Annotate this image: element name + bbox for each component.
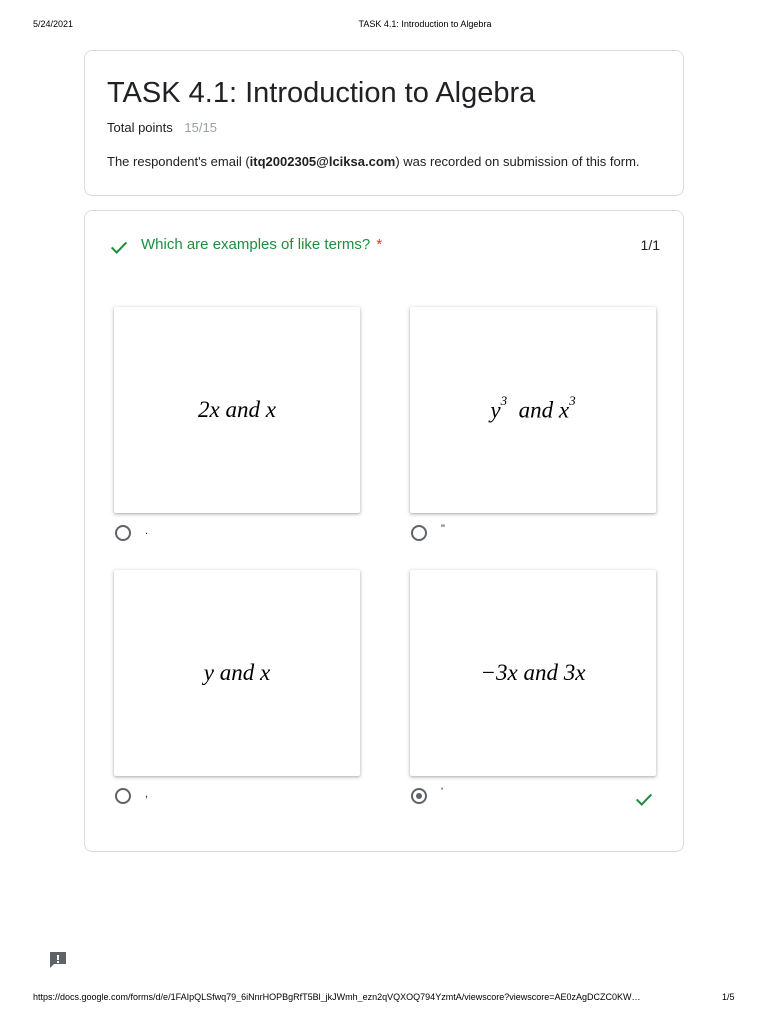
and-word: and: [518, 397, 554, 423]
email-notice: [107, 154, 640, 169]
total-points-row: [107, 120, 217, 135]
option-radio[interactable]: [411, 525, 427, 541]
option-label: .: [145, 525, 149, 537]
option-image: [410, 307, 656, 513]
respondent-email: itq2002305@lciksa.com: [249, 154, 396, 169]
option-expression: [198, 397, 276, 423]
check-icon: [633, 788, 655, 810]
option-expression: [481, 660, 586, 686]
option-label: ': [441, 786, 444, 798]
option-label: ": [441, 523, 445, 535]
question-text: Which are examples of like terms?: [141, 236, 371, 253]
option-radio[interactable]: [115, 788, 131, 804]
term-b: x: [265, 397, 276, 422]
feedback-icon[interactable]: [48, 950, 68, 970]
form-title: TASK 4.1: Introduction to Algebra: [107, 77, 536, 109]
form-header-card: [84, 50, 684, 196]
email-notice-prefix: The respondent's email (: [107, 154, 250, 169]
option-image: [114, 570, 360, 776]
print-footer: [0, 992, 768, 1004]
print-page-number: 1/5: [722, 992, 735, 1002]
option-expression: [204, 660, 270, 686]
option-expression: [490, 392, 576, 424]
exponent-a: 3: [500, 392, 508, 408]
term-a: 2x: [198, 397, 220, 422]
term-a: y: [203, 660, 214, 685]
total-points-value: 15/15: [184, 120, 217, 135]
term-b: 3x: [563, 660, 586, 685]
term-a: −3x: [480, 660, 518, 685]
option-label: ,: [145, 788, 149, 800]
and-word: and: [523, 660, 558, 685]
print-title: TASK 4.1: Introduction to Algebra: [358, 19, 492, 29]
print-header: [0, 19, 768, 31]
option-image: [114, 307, 360, 513]
required-asterisk: *: [376, 236, 383, 253]
question-title: [141, 236, 382, 253]
and-word: and: [225, 397, 260, 422]
total-points-label: Total points: [107, 120, 173, 135]
term-a: y: [490, 397, 501, 423]
and-word: and: [219, 660, 255, 685]
option-radio-selected[interactable]: [411, 788, 427, 804]
option-radio[interactable]: [115, 525, 131, 541]
term-b: x: [260, 660, 271, 685]
print-date: 5/24/2021: [33, 19, 74, 29]
option-image: [410, 570, 656, 776]
term-b: x: [558, 397, 570, 423]
question-score: 1/1: [640, 237, 660, 253]
check-icon: [108, 236, 130, 258]
print-url: https://docs.google.com/forms/d/e/1FAIpQLSfwq79_6iNnrHOPBgRfT5Bl_jkJWmh_ezn2qVQXOQ794YzmtA/viewscore?viewscore=AE0zAgDCZC0KW…: [33, 992, 641, 1002]
question-card: [84, 210, 684, 852]
exponent-b: 3: [569, 392, 576, 408]
email-notice-suffix: ) was recorded on submission of this form.: [395, 154, 640, 169]
